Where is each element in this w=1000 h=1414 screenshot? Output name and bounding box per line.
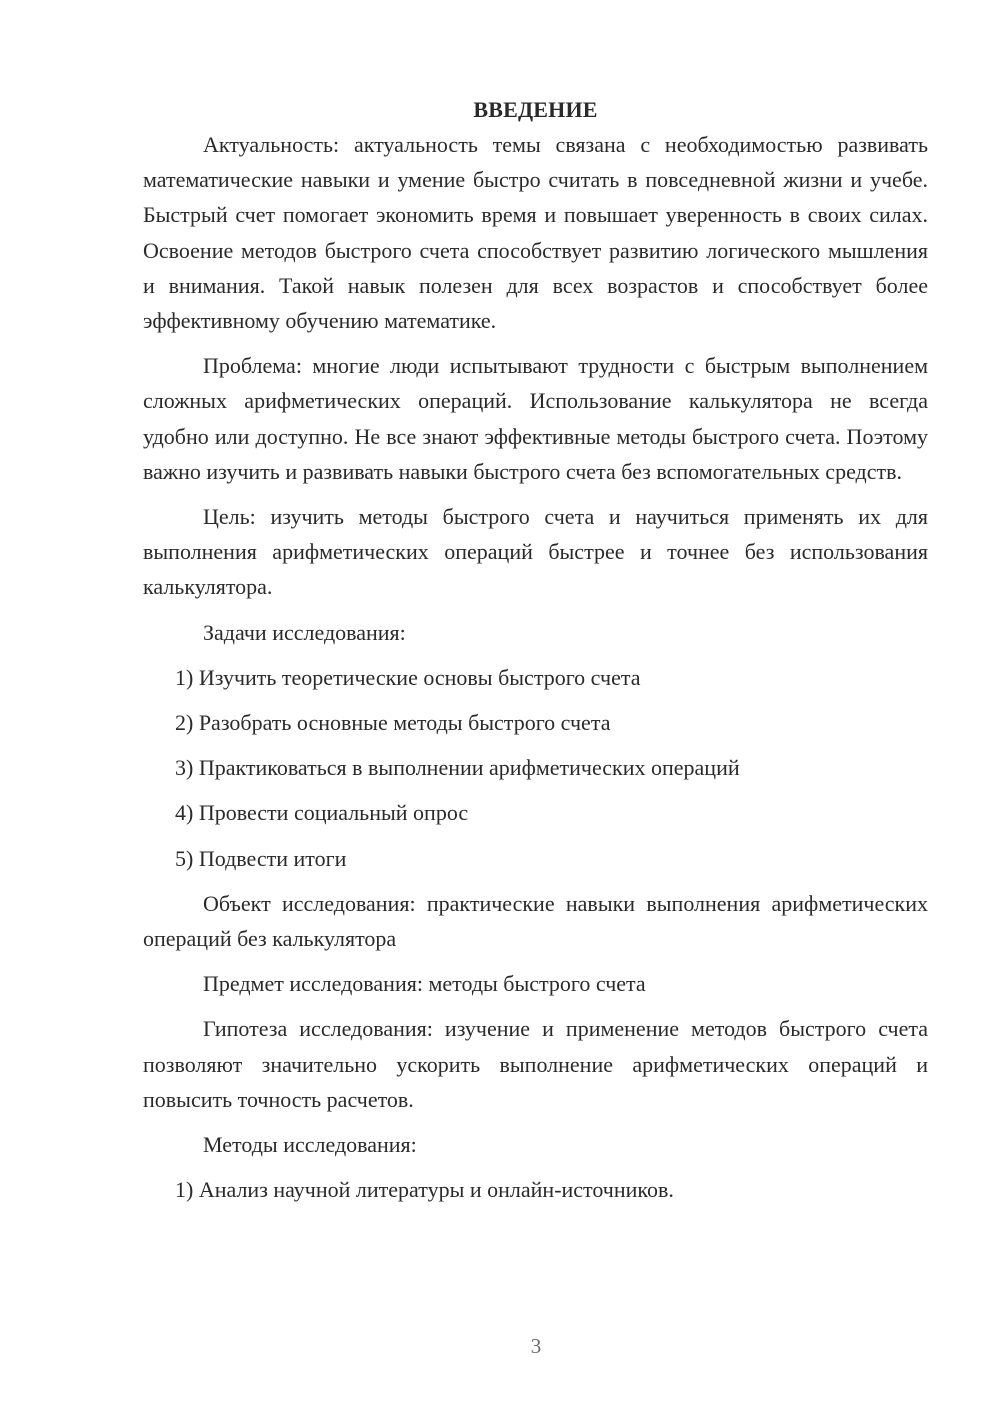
method-item-1: 1) Анализ научной литературы и онлайн-источников.	[175, 1177, 674, 1203]
problem-paragraph: Проблема: многие люди испытывают трудности с быстрым выполнением сложных арифметических операций. Использование калькулятора не всегда удобно или доступно. Не все знают эффективные методы быстрого счета. Поэтому важно изучить и развивать навыки быстрого счета без вспомогательных средств.	[143, 353, 928, 484]
task-item-3: 3) Практиковаться в выполнении арифметических операций	[175, 755, 740, 781]
methods-heading: Методы исследования:	[203, 1132, 417, 1158]
task-item-1: 1) Изучить теоретические основы быстрого счета	[175, 664, 641, 690]
tasks-heading: Задачи исследования:	[203, 619, 406, 645]
task-item-5: 5) Подвести итоги	[175, 845, 347, 871]
goal-paragraph: Цель: изучить методы быстрого счета и научиться применять их для выполнения арифметических операций быстрее и точнее без использования калькулятора.	[143, 504, 928, 600]
subject-paragraph: Предмет исследования: методы быстрого счета	[203, 971, 646, 997]
page-title: ВВЕДЕНИЕ	[473, 97, 598, 122]
hypothesis-paragraph: Гипотеза исследования: изучение и применение методов быстрого счета позволяют значительно ускорить выполнение арифметических операций и повысить точность расчетов.	[143, 1016, 928, 1112]
object-paragraph: Объект исследования: практические навыки выполнения арифметических операций без калькулятора	[143, 890, 928, 952]
task-item-2: 2) Разобрать основные методы быстрого счета	[175, 710, 611, 736]
page-number: 3	[530, 1334, 542, 1358]
relevance-paragraph: Актуальность: актуальность темы связана с необходимостью развивать математические навыки и умение быстро считать в повседневной жизни и учебе. Быстрый счет помогает экономить время и повышает уверенность в своих силах. Освоение методов быстрого счета способствует развитию логического мышления и внимания. Такой навык полезен для всех возрастов и способствует более эффективному обучению математике.	[143, 132, 928, 334]
page-content	[143, 92, 928, 1207]
task-item-4: 4) Провести социальный опрос	[175, 800, 469, 826]
